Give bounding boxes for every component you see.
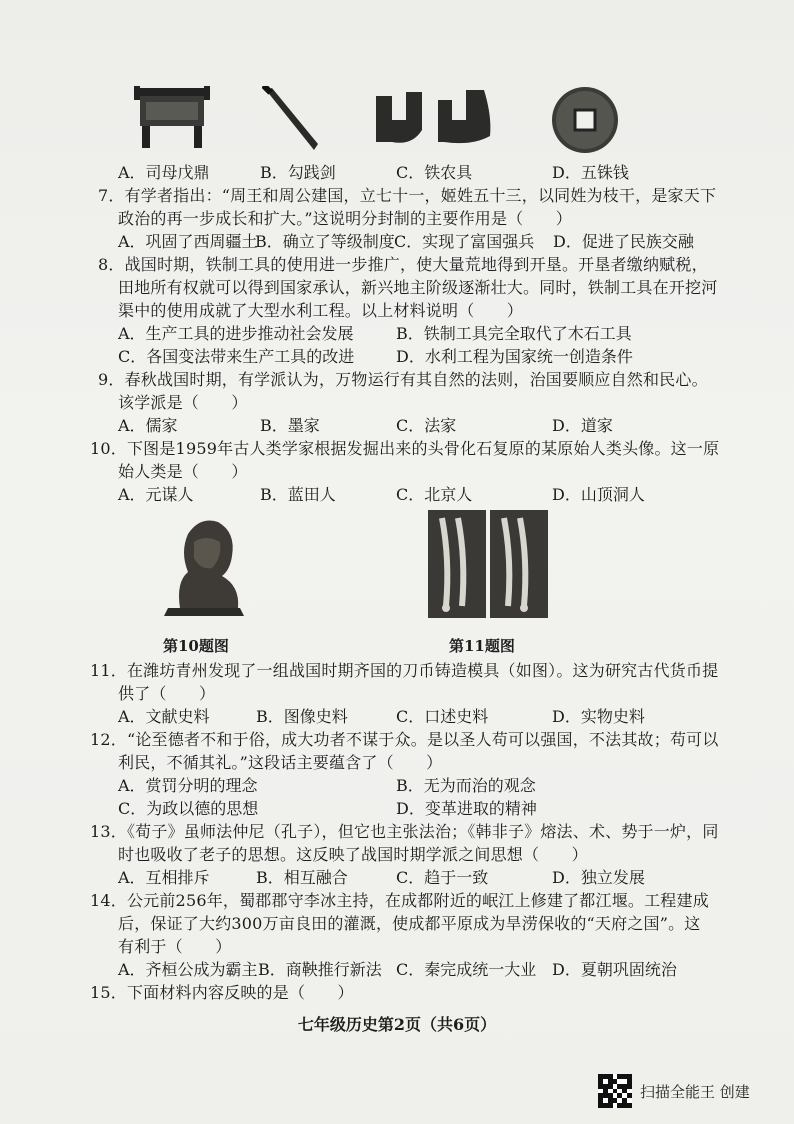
q12-option-c: C．为政以德的思想	[118, 799, 259, 818]
q10-option-b: B．蓝田人	[260, 485, 336, 504]
q9-option-a: A．儒家	[118, 416, 178, 435]
q8-line-3: 渠中的使用成就了大型水利工程。以上材料说明（ ）	[118, 301, 524, 320]
iron-tools-image	[372, 86, 500, 148]
sword-image	[262, 86, 324, 154]
q10-line-2: 始人类是（ ）	[118, 462, 248, 481]
qr-code-icon	[598, 1074, 632, 1108]
figure-11-caption: 第11题图	[449, 637, 515, 655]
q7-option-c: C．实现了富国强兵	[394, 232, 535, 251]
q6-option-c: C．铁农具	[396, 163, 473, 182]
q11-option-a: A．文献史料	[118, 707, 210, 726]
q11-line-1: 11．在潍坊青州发现了一组战国时期齐国的刀币铸造模具（如图）。这为研究古代货币提	[90, 661, 719, 680]
q6-option-d: D．五铢钱	[552, 163, 629, 182]
q14-line-1: 14．公元前256年，蜀郡郡守李冰主持，在成都附近的岷江上修建了都江堰。工程建成	[90, 891, 709, 910]
q8-option-d: D．水利工程为国家统一创造条件	[396, 347, 633, 366]
q7-line-1: 7．有学者指出：“周王和周公建国，立七十一，姬姓五十三，以同姓为枝干，是家天下	[98, 186, 717, 205]
q9-line-1: 9．春秋战国时期，有学派认为，万物运行有其自然的法则，治国要顺应自然和民心。	[98, 370, 708, 389]
q9-option-d: D．道家	[552, 416, 613, 435]
q9-line-2: 该学派是（ ）	[118, 393, 248, 412]
q7-line-2: 政治的再一步成长和扩大。”这说明分封制的主要作用是（ ）	[118, 209, 572, 228]
hominid-bust-image	[160, 512, 248, 618]
q14-option-a: A．齐桓公成为霸主	[118, 960, 258, 979]
q13-line-2: 时也吸收了老子的思想。这反映了战国时期学派之间思想（ ）	[118, 845, 588, 864]
q12-option-b: B．无为而治的观念	[396, 776, 536, 795]
q10-option-a: A．元谋人	[118, 485, 194, 504]
page-footer: 七年级历史第2页（共6页）	[297, 1015, 497, 1034]
q10-option-d: D．山顶洞人	[552, 485, 645, 504]
q14-option-c: C．秦完成统一大业	[396, 960, 537, 979]
q9-option-c: C．法家	[396, 416, 457, 435]
q8-option-c: C．各国变法带来生产工具的改进	[118, 347, 355, 366]
q14-line-2: 后，保证了大约300万亩良田的灌溉，使成都平原成为旱涝保收的“天府之国”。这	[118, 914, 701, 933]
q7-option-d: D．促进了民族交融	[553, 232, 694, 251]
wuzhu-coin-image	[549, 84, 621, 156]
q9-option-b: B．墨家	[260, 416, 320, 435]
q11-option-c: C．口述史料	[396, 707, 489, 726]
q8-line-1: 8．战国时期，铁制工具的使用进一步推广，使大量荒地得到开垦。开垦者缴纳赋税，	[98, 255, 708, 274]
q12-option-d: D．变革进取的精神	[396, 799, 537, 818]
q13-option-d: D．独立发展	[552, 868, 645, 887]
q11-option-d: D．实物史料	[552, 707, 645, 726]
q8-option-a: A．生产工具的进步推动社会发展	[118, 324, 354, 343]
q10-option-c: C．北京人	[396, 485, 473, 504]
q8-option-b: B．铁制工具完全取代了木石工具	[396, 324, 632, 343]
q15-line-1: 15．下面材料内容反映的是（ ）	[90, 983, 354, 1002]
q14-option-d: D．夏朝巩固统治	[552, 960, 677, 979]
q13-line-1: 13．《荀子》虽师法仲尼（孔子），但它也主张法治；《韩非子》熔法、术、势于一炉，同	[90, 822, 719, 841]
q14-line-3: 有利于（ ）	[118, 937, 232, 956]
q13-option-c: C．趋于一致	[396, 868, 489, 887]
q7-option-a: A．巩固了西周疆土	[118, 232, 258, 251]
q12-line-1: 12．“论至德者不和于俗，成大功者不谋于众。是以圣人苟可以强国，不法其故；苟可以	[90, 730, 719, 749]
q11-option-b: B．图像史料	[256, 707, 348, 726]
q11-line-2: 供了（ ）	[118, 684, 216, 703]
q10-line-1: 10．下图是1959年古人类学家根据发掘出来的头骨化石复原的某原始人类头像。这一原	[90, 439, 720, 458]
q12-option-a: A．赏罚分明的理念	[118, 776, 258, 795]
scanner-watermark	[598, 1074, 750, 1108]
q12-line-2: 利民，不循其礼。”这段话主要蕴含了（ ）	[118, 753, 443, 772]
q13-option-a: A．互相排斥	[118, 868, 210, 887]
q14-option-b: B．商鞅推行新法	[258, 960, 382, 979]
q7-option-b: B．确立了等级制度	[255, 232, 395, 251]
q6-option-b: B．勾践剑	[260, 163, 336, 182]
scanner-label: 扫描全能王 创建	[640, 1082, 750, 1101]
figure-10-caption: 第10题图	[163, 637, 229, 655]
q8-line-2: 田地所有权就可以得到国家承认，新兴地主阶级逐渐壮大。同时，铁制工具在开挖河	[118, 278, 718, 297]
bronze-ding-image	[132, 86, 212, 150]
q6-option-a: A．司母戊鼎	[118, 163, 210, 182]
knife-coin-mold-image	[428, 510, 548, 618]
q13-option-b: B．相互融合	[256, 868, 348, 887]
